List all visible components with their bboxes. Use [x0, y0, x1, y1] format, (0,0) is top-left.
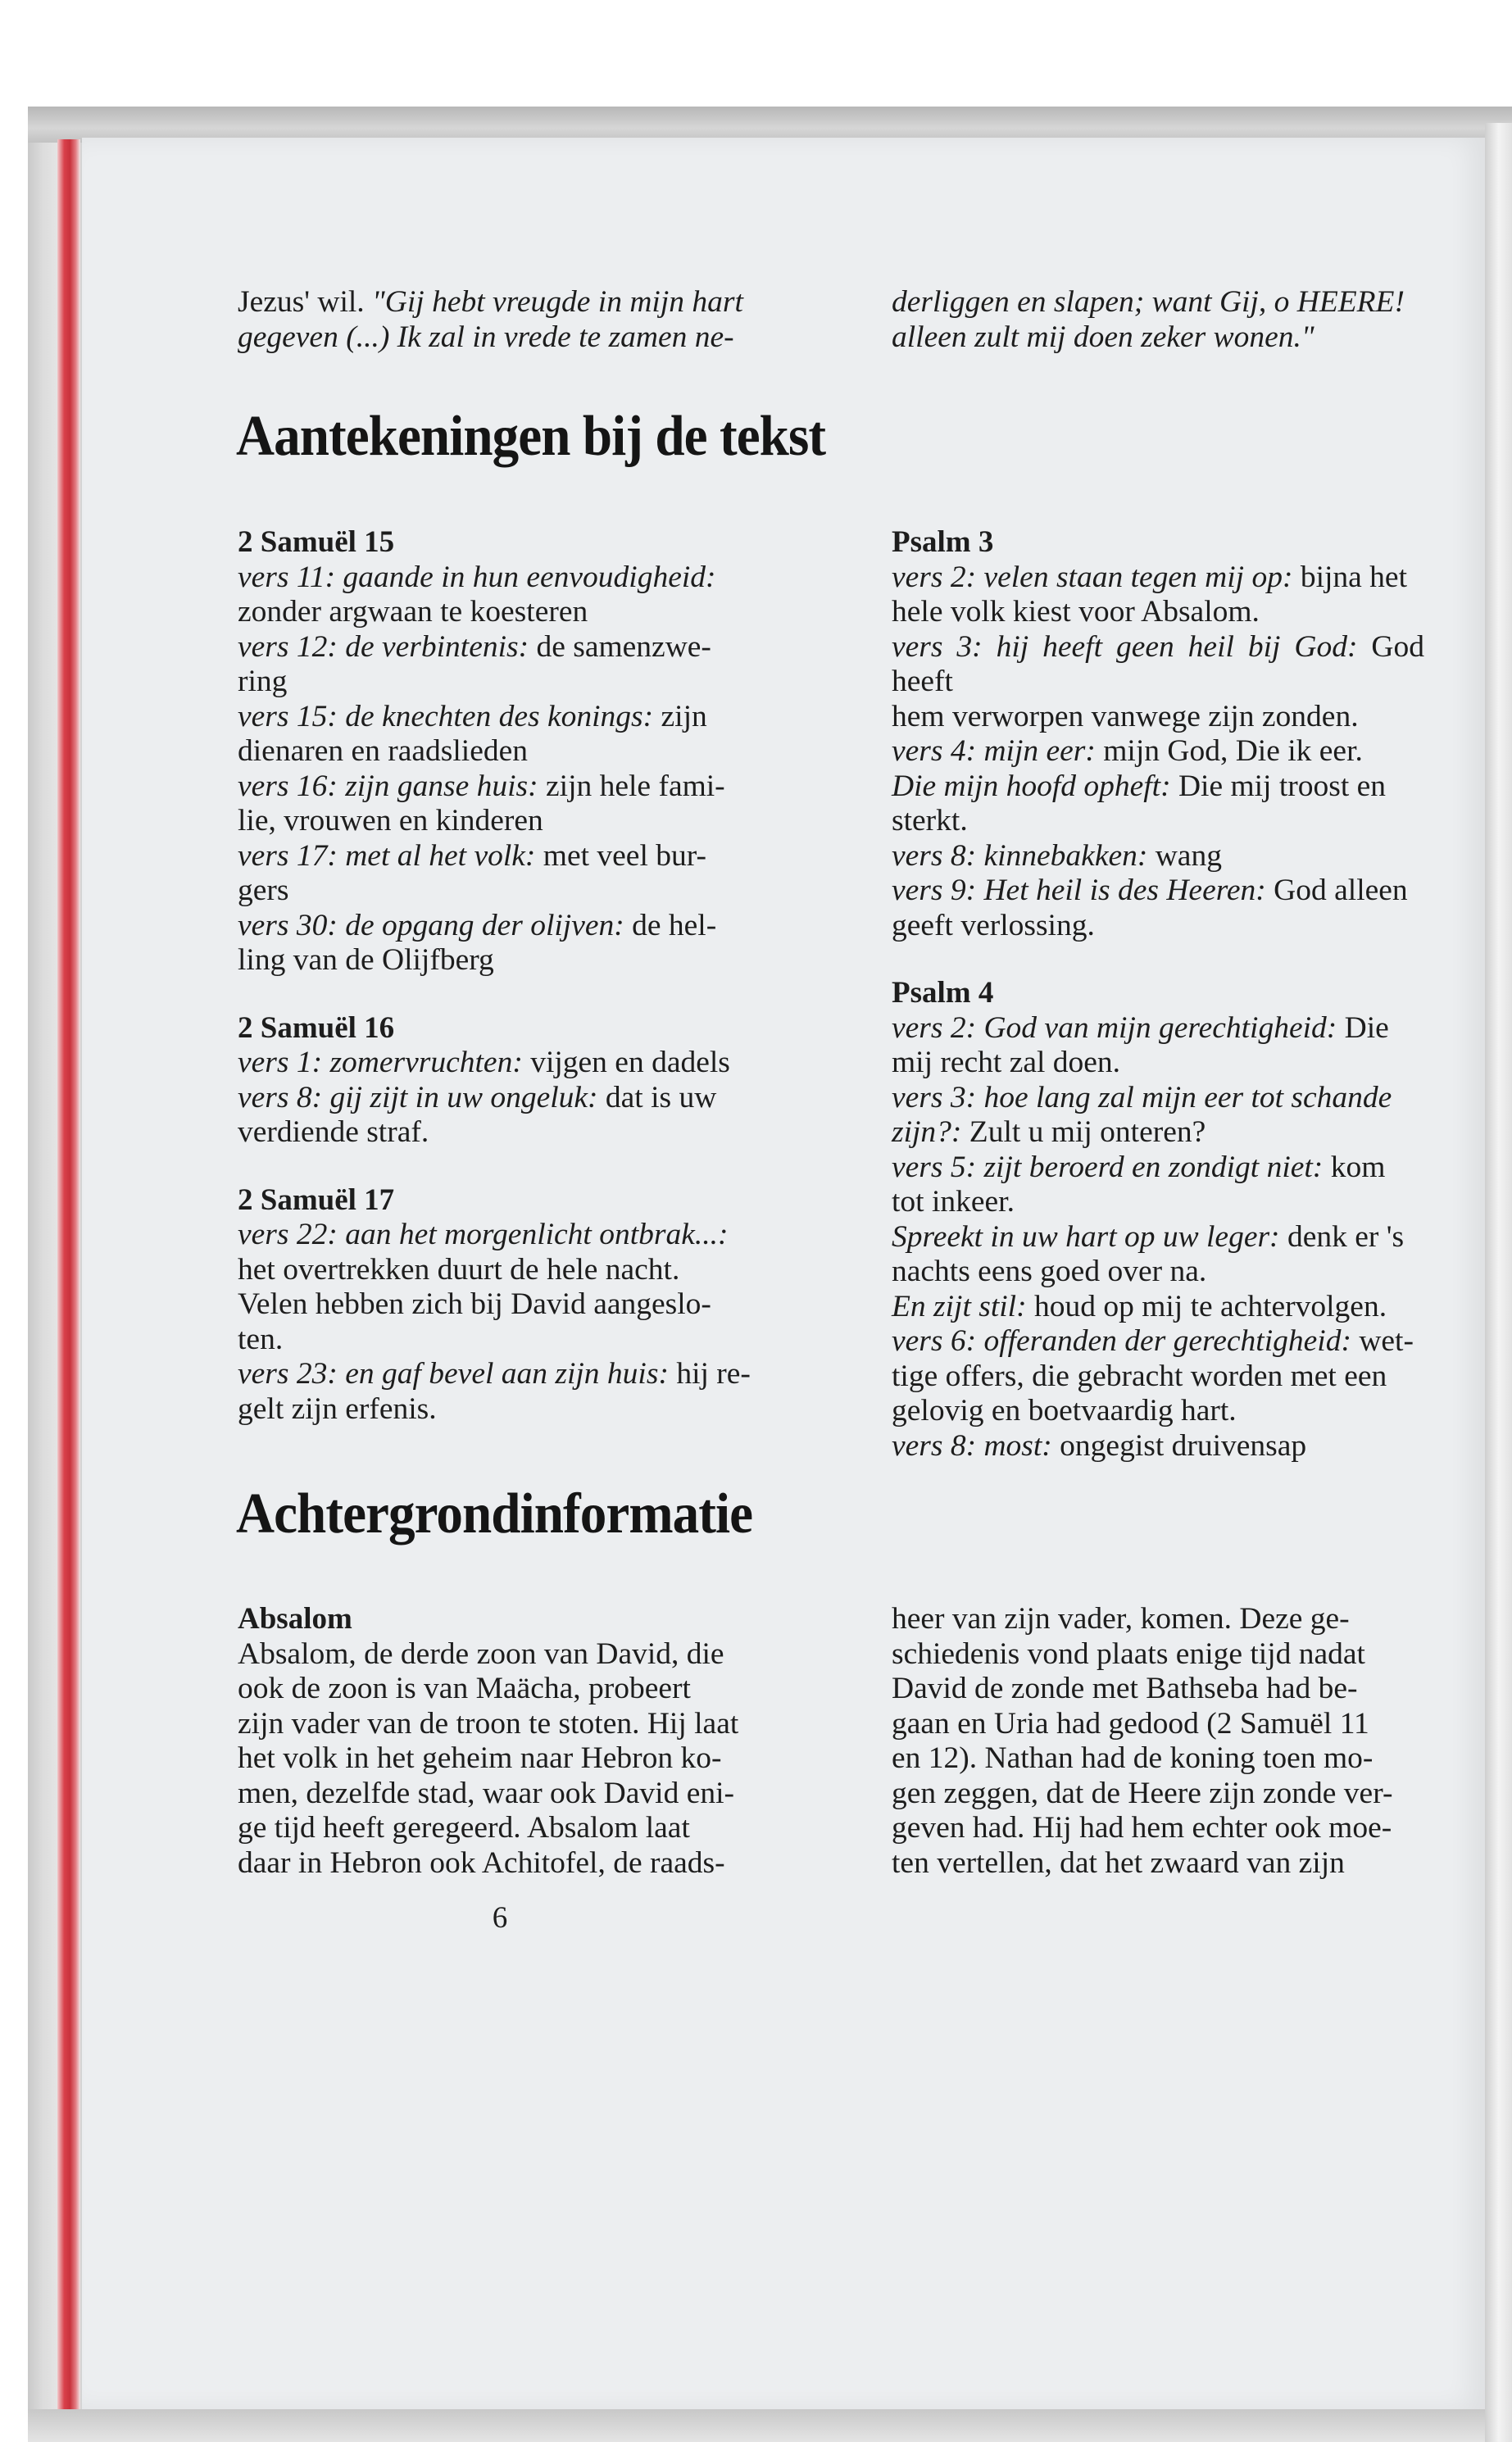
intro-line: alleen zult mij doen zeker wonen.": [892, 320, 1314, 354]
note-definition: mijn God, Die ik eer.: [1095, 734, 1363, 768]
note-term: vers 23: en gaf bevel aan zijn huis:: [238, 1357, 669, 1391]
note-term: vers 2: God van mijn gerechtigheid:: [892, 1010, 1337, 1045]
note-definition: mij recht zal doen.: [892, 1046, 1121, 1079]
note-line: [892, 700, 1424, 735]
note-line: [238, 943, 774, 978]
note-line: [892, 874, 1424, 909]
note-definition: gelovig en boetvaardig hart.: [892, 1394, 1237, 1428]
note-line: [238, 700, 774, 735]
note-line: [238, 1081, 774, 1116]
body-line: ten vertellen, dat het zwaard van zijn: [892, 1845, 1345, 1880]
note-line: [238, 804, 774, 839]
note-definition: het overtrekken duurt de hele nacht.: [238, 1252, 680, 1287]
note-line: [238, 734, 774, 769]
note-line: [892, 1046, 1424, 1081]
note-line: [238, 1287, 774, 1323]
section-gap: [238, 978, 774, 1011]
note-term: vers 16: zijn ganse huis:: [238, 769, 538, 803]
body-line: geven had. Hij had hem echter ook moe-: [892, 1811, 1392, 1845]
note-line: [892, 1359, 1424, 1395]
notes-left-column: [238, 525, 774, 1427]
note-line: [238, 595, 774, 630]
body-line: zijn vader van de troon te stoten. Hij laat: [238, 1706, 739, 1741]
note-definition: bijna het: [1292, 560, 1407, 594]
body-line: men, dezelfde stad, waar ook David eni-: [238, 1776, 735, 1810]
note-line: [238, 630, 774, 665]
section-gap: [892, 943, 1424, 976]
note-line: [892, 561, 1424, 596]
body-line: ge tijd heeft geregeerd. Absalom laat: [238, 1811, 690, 1845]
note-definition: tige offers, die gebracht worden met een: [892, 1359, 1387, 1393]
body-line: daar in Hebron ook Achitofel, de raads-: [238, 1845, 725, 1880]
intro-line: derliggen en slapen; want Gij, o HEERE!: [892, 285, 1405, 319]
section-title: Psalm 3: [892, 525, 994, 559]
body-line: gen zeggen, dat de Heere zijn zonde ver-: [892, 1776, 1393, 1810]
note-term: vers 3: hij heeft geen heil bij God:: [892, 629, 1358, 664]
book-bottom-edge: [28, 2409, 1512, 2442]
note-definition: dat is uw: [597, 1080, 717, 1114]
heading-notes: Aantekeningen bij de tekst: [236, 405, 826, 468]
note-definition: denk er 's: [1279, 1219, 1405, 1254]
body-line: David de zonde met Bathseba had be-: [892, 1672, 1358, 1705]
note-line: [238, 769, 774, 805]
note-definition: hij re-: [668, 1357, 751, 1391]
note-line: [892, 769, 1424, 805]
note-line: [892, 1115, 1424, 1151]
note-line: [238, 1392, 774, 1428]
note-line: [238, 874, 774, 909]
note-line: [892, 1324, 1424, 1359]
note-line: [238, 1253, 774, 1288]
body-line: schiedenis vond plaats enige tijd nadat: [892, 1636, 1365, 1671]
body-line: gaan en Uria had gedood (2 Samuël 11: [892, 1706, 1369, 1741]
note-definition: de samenzwe-: [529, 629, 711, 664]
note-line: [238, 665, 774, 700]
note-line: [892, 1429, 1424, 1464]
note-definition: zijn hele fami-: [538, 769, 725, 803]
note-definition: wet-: [1351, 1324, 1414, 1358]
section-title: 2 Samuël 15: [238, 525, 395, 559]
book-right-edge: [1485, 123, 1512, 2442]
note-definition: Die mij troost en: [1170, 769, 1387, 803]
section-title: 2 Samuël 16: [238, 1010, 395, 1045]
note-line: [238, 561, 774, 596]
note-definition: Zult u mij onteren?: [961, 1115, 1206, 1149]
note-definition: ten.: [238, 1322, 284, 1356]
note-definition: dienaren en raadslieden: [238, 734, 528, 768]
note-term: En zijt stil:: [892, 1289, 1027, 1323]
note-line: [238, 1357, 774, 1392]
note-line: [892, 595, 1424, 630]
note-term: vers 2: velen staan tegen mij op:: [892, 560, 1293, 594]
note-line: [892, 839, 1424, 874]
note-definition: met veel bur-: [535, 838, 706, 873]
note-definition: ring: [238, 665, 288, 698]
heading-background: Achtergrondinformatie: [236, 1482, 753, 1546]
note-line: [238, 909, 774, 944]
page-number: 6: [492, 1901, 508, 1935]
note-definition: vijgen en dadels: [522, 1046, 730, 1079]
note-definition: gers: [238, 874, 289, 907]
note-line: [892, 1011, 1424, 1046]
note-definition: hele volk kiest voor Absalom.: [892, 595, 1260, 629]
note-definition: sterkt.: [892, 804, 968, 837]
intro-italic-text: gegeven (...) Ik zal in vrede te zamen ne-: [238, 320, 734, 354]
note-definition: houd op mij te achtervolgen.: [1026, 1289, 1387, 1323]
section-title: Psalm 4: [892, 976, 994, 1010]
note-line: [238, 1046, 774, 1081]
note-definition: tot inkeer.: [892, 1185, 1015, 1219]
note-line: [892, 734, 1424, 769]
note-term: vers 6: offeranden der gerechtigheid:: [892, 1324, 1351, 1358]
intro-line: [238, 320, 774, 356]
note-definition: Velen hebben zich bij David aangeslo-: [238, 1287, 711, 1321]
background-left-column: [238, 1602, 774, 1881]
note-line: [892, 1220, 1424, 1255]
note-definition: Die: [1337, 1010, 1389, 1045]
note-definition: zijn: [653, 699, 707, 733]
note-definition: ling van de Olijfberg: [238, 943, 494, 977]
body-line: ook de zoon is van Maächa, probeert: [238, 1672, 691, 1705]
note-line: [892, 1290, 1424, 1325]
note-definition: lie, vrouwen en kinderen: [238, 804, 543, 837]
background-title: Absalom: [238, 1602, 352, 1636]
note-definition: verdiende straf.: [238, 1115, 429, 1149]
intro-left: [238, 285, 774, 355]
intro-line: [238, 285, 774, 320]
note-line: [238, 1218, 774, 1253]
note-term: vers 22: aan het morgenlicht ontbrak...:: [238, 1218, 729, 1251]
note-definition: God alleen: [1265, 874, 1408, 907]
note-line: [238, 839, 774, 874]
note-term: vers 1: zomervruchten:: [238, 1046, 523, 1079]
note-term: vers 8: kinnebakken:: [892, 838, 1148, 873]
note-line: [892, 1394, 1424, 1429]
note-line: [238, 1115, 774, 1151]
section-gap: [238, 1151, 774, 1183]
note-line: [892, 804, 1424, 839]
intro-italic-text: "Gij hebt vreugde in mijn hart: [372, 285, 743, 319]
body-line: heer van zijn vader, komen. Deze ge-: [892, 1602, 1350, 1636]
note-definition: nachts eens goed over na.: [892, 1255, 1207, 1288]
note-line: [892, 630, 1424, 700]
note-line: [892, 1185, 1424, 1220]
note-term: vers 9: Het heil is des Heeren:: [892, 874, 1266, 907]
note-term: vers 4: mijn eer:: [892, 734, 1096, 768]
note-definition: hem verworpen vanwege zijn zonden.: [892, 699, 1359, 733]
note-line: [238, 1323, 774, 1358]
note-definition: kom: [1323, 1150, 1386, 1184]
note-term: Spreekt in uw hart op uw leger:: [892, 1219, 1280, 1254]
note-term: vers 30: de opgang der olijven:: [238, 908, 624, 942]
note-line: [892, 1151, 1424, 1186]
body-line: en 12). Nathan had de koning toen mo-: [892, 1741, 1374, 1775]
note-term: zijn?:: [892, 1115, 962, 1149]
note-term: vers 8: most:: [892, 1428, 1052, 1463]
note-term: vers 5: zijt beroerd en zondigt niet:: [892, 1150, 1324, 1184]
note-line: [892, 909, 1424, 944]
note-definition: God heeft: [892, 629, 1424, 698]
note-definition: gelt zijn erfenis.: [238, 1391, 437, 1426]
note-term: vers 3: hoe lang zal mijn eer tot schande: [892, 1080, 1392, 1114]
note-term: vers 17: met al het volk:: [238, 838, 536, 873]
note-line: [892, 1255, 1424, 1290]
intro-text: Jezus' wil.: [238, 285, 373, 319]
note-definition: zonder argwaan te koesteren: [238, 595, 588, 629]
note-term: vers 11: gaande in hun eenvoudigheid:: [238, 560, 716, 594]
note-term: vers 15: de knechten des konings:: [238, 699, 654, 733]
note-term: vers 8: gij zijt in uw ongeluk:: [238, 1080, 598, 1114]
note-definition: ongegist druivensap: [1051, 1428, 1307, 1463]
background-right-column: [892, 1602, 1424, 1881]
section-title: 2 Samuël 17: [238, 1182, 395, 1217]
note-definition: de hel-: [624, 908, 717, 942]
notes-right-column: [892, 525, 1424, 1464]
body-line: Absalom, de derde zoon van David, die: [238, 1636, 724, 1671]
note-term: vers 12: de verbintenis:: [238, 629, 529, 664]
body-line: het volk in het geheim naar Hebron ko-: [238, 1741, 722, 1775]
note-line: [892, 1081, 1424, 1116]
note-term: Die mijn hoofd opheft:: [892, 769, 1171, 803]
note-definition: geeft verlossing.: [892, 908, 1095, 942]
red-page-edge: [57, 139, 80, 2409]
intro-right: [892, 285, 1424, 355]
note-definition: wang: [1147, 838, 1222, 873]
